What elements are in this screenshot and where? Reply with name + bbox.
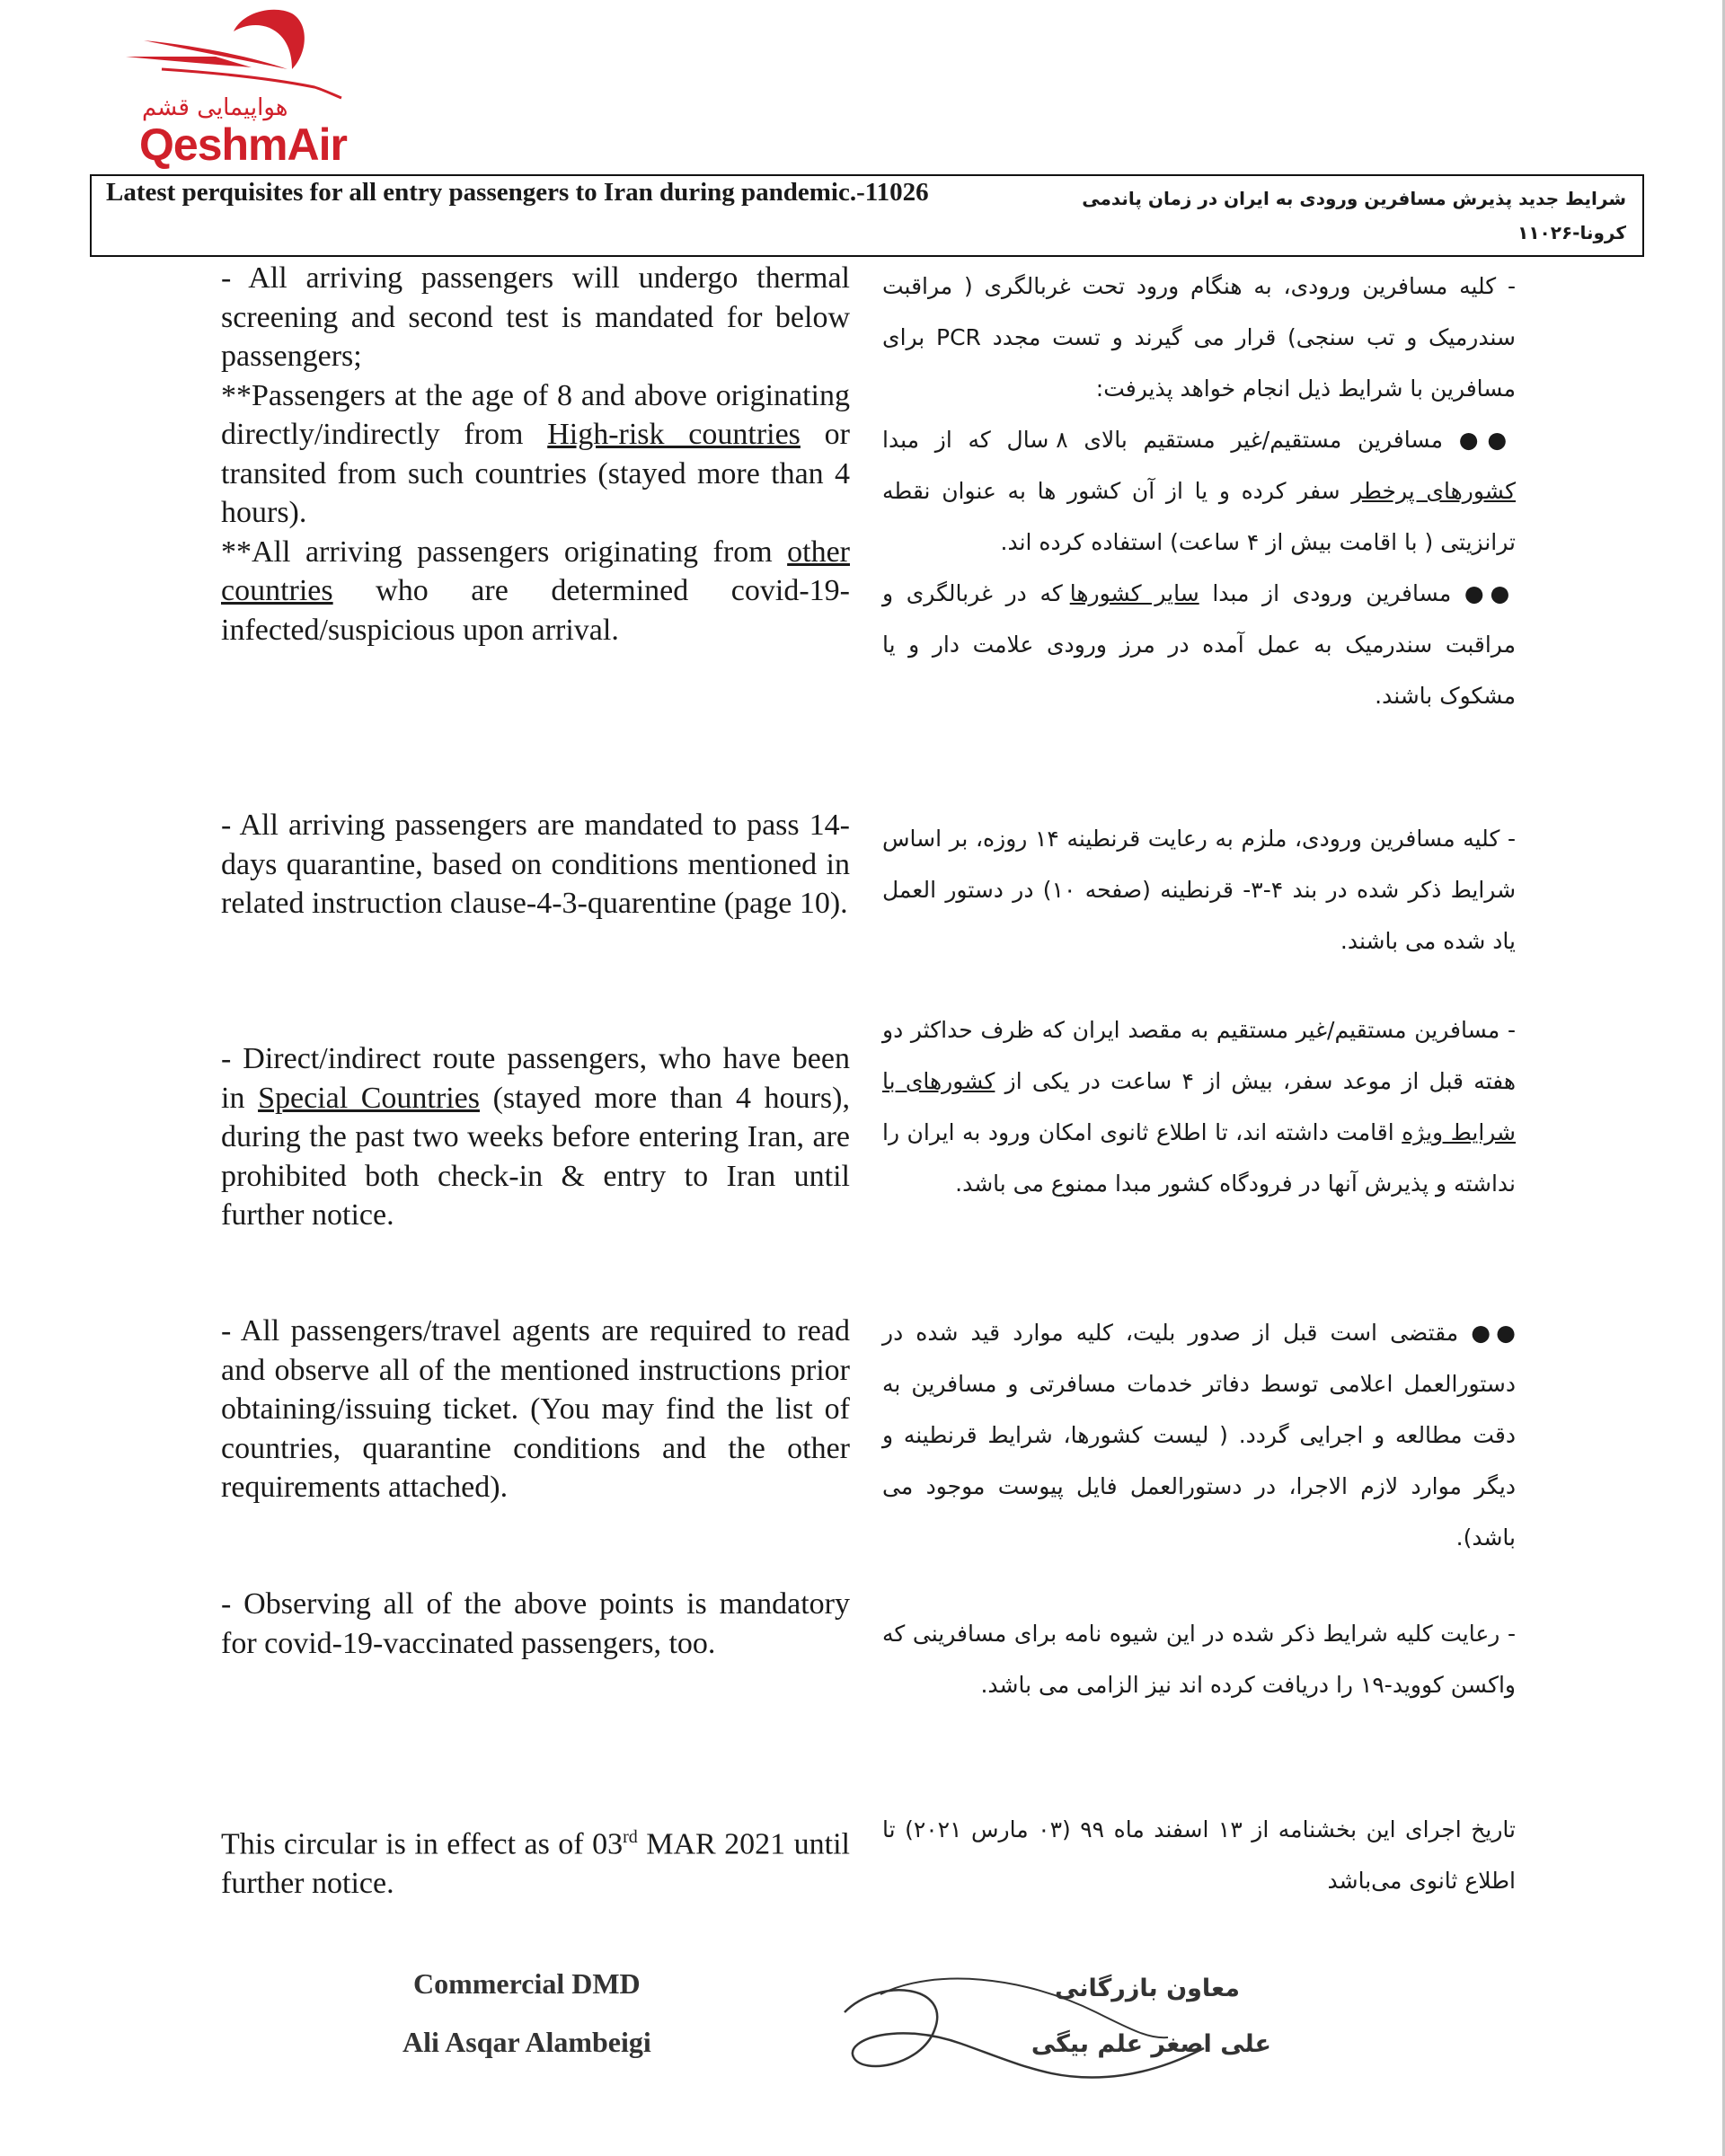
- logo-persian-text: هواپیمایی قشم: [142, 94, 288, 121]
- special-countries-text: Special Countries: [258, 1081, 480, 1115]
- section-1-en: [221, 259, 850, 649]
- section-1-fa: [882, 261, 1516, 721]
- section-2-fa-para: - کلیه مسافرین ورودی، ملزم به رعایت قرنطینه ۱۴ روزه، بر اساس شرایط ذکر شده در بند ۴-۳- قرنطینه (صفحه ۱۰) در دستور العمل یاد شده می باشند.: [882, 826, 1517, 954]
- section-4-fa-para: ●● مقتضی است قبل از صدور بلیت، کلیه موارد قید شده در دستورالعمل اعلامی توسط دفاتر خدمات مسافرتی و مسافرین به دقت مطالعه و اجرایی گردد. ( لیست کشورها، شرایط قرنطینه و دیگر موارد لازم الاجرا، در دستورالعمل فایل پیوست موجود می باشد).: [882, 1320, 1516, 1551]
- effective-date-fa: تاریخ اجرای این بخشنامه از ۱۳ اسفند ماه ۹۹ (۰۳ مارس ۲۰۲۱) تا اطلاع ثانوی می‌باشد: [882, 1816, 1516, 1894]
- section-5-fa: [882, 1608, 1516, 1710]
- signatory-title-fa: معاون بازرگانی: [1055, 1975, 1240, 2002]
- section-5-en-para: - Observing all of the above points is mandatory for covid-19-vaccinated passengers, too.: [221, 1587, 850, 1660]
- other-countries-text: other countries: [221, 535, 850, 607]
- section-3-en-para: - Direct/indirect route passengers, who have been in Special Countries (stayed more than 4 hours), during the past two weeks before entering Iran, are prohibited both check-in & entry to Iran until further notice.: [221, 1042, 850, 1232]
- header-box: [90, 174, 1644, 257]
- signatory-title-en: Commercial DMD: [413, 1967, 641, 2000]
- header-title-en: Latest perquisites for all entry passengers to Iran during pandemic.-11026: [106, 178, 929, 207]
- section-2-fa: [882, 813, 1516, 967]
- section-4-en-para: - All passengers/travel agents are required to read and observe all of the mentioned instructions prior obtaining/issuing ticket. (You may find the list of countries, quarantine conditions and the other requirements attached).: [221, 1314, 850, 1504]
- signatory-name-fa: علی اصغر علم بیگی: [1031, 2030, 1271, 2058]
- section-1-en-para-3: **All arriving passengers originating from other countries who are determined covid-19-infected/suspicious upon arrival.: [221, 535, 850, 647]
- section-1-en-para-2: **Passengers at the age of 8 and above originating directly/indirectly from High-risk countries or transited from such countries (stayed more than 4 hours).: [221, 378, 851, 529]
- section-3-fa-para: - مسافرین مستقیم/غیر مستقیم به مقصد ایران که ظرف حداکثر دو هفته قبل از موعد سفر، بیش از ۴ ساعت در یکی از کشورهای با شرایط ویژه اقامت داشته اند، تا اطلاع ثانوی امکان ورود به ایران را نداشته و پذیرش آنها در فرودگاه کشور مبدا ممنوع می باشد.: [882, 1017, 1517, 1197]
- header-title-fa: شرایط جدید پذیرش مسافرین ورودی به ایران در زمان پاندمی کرونا-۱۱۰۲۶: [1082, 188, 1626, 243]
- section-1-fa-para-1: - کلیه مسافرین ورودی، به هنگام ورود تحت غربالگری ( مراقبت سندرمیک و تب سنجی) قرار می گیرند و تست مجدد PCR برای مسافرین با شرایط ذیل انجام خواهد پذیرفت:: [882, 273, 1516, 402]
- section-4-en: [221, 1312, 850, 1507]
- section-1-en-para-1: - All arriving passengers will undergo thermal screening and second test is mandated for below passengers;: [221, 261, 850, 373]
- section-3-fa: [882, 1004, 1516, 1209]
- section-4-fa: [882, 1307, 1516, 1563]
- section-1-fa-para-2: ●● مسافرین مستقیم/غیر مستقیم بالای ۸ سال که از مبدا کشورهای پرخطر سفر کرده و یا از آن کشور ها به عنوان نقطه ترانزیتی ( با اقامت بیش از ۴ ساعت) استفاده کرده اند.: [882, 427, 1517, 555]
- section-2-en: [221, 806, 850, 923]
- section-2-en-para: - All arriving passengers are mandated to pass 14-days quarantine, based on conditions mentioned in related instruction clause-4-3-quarentine (page 10).: [221, 808, 850, 920]
- effective-date-en: This circular is in effect as of 03rd MAR 2021 until further notice.: [221, 1827, 850, 1900]
- section-5-fa-para: - رعایت کلیه شرایط ذکر شده در این شیوه نامه برای مسافرینی که واکسن کووید-۱۹ را دریافت کرده اند نیز الزامی می باشد.: [882, 1621, 1516, 1698]
- section-3-en: [221, 1039, 850, 1235]
- signatory-name-en: Ali Asqar Alambeigi: [402, 2026, 651, 2058]
- section-1-fa-para-3: ●● مسافرین ورودی از مبدا سایر کشورها که در غربالگری و مراقبت سندرمیک به عمل آمده در مرز ورودی علامت دار و یا مشکوک باشند.: [882, 580, 1516, 709]
- high-risk-countries-link: High-risk countries: [547, 418, 801, 451]
- section-5-en: [221, 1585, 850, 1663]
- logo-text: QeshmAir: [139, 119, 347, 170]
